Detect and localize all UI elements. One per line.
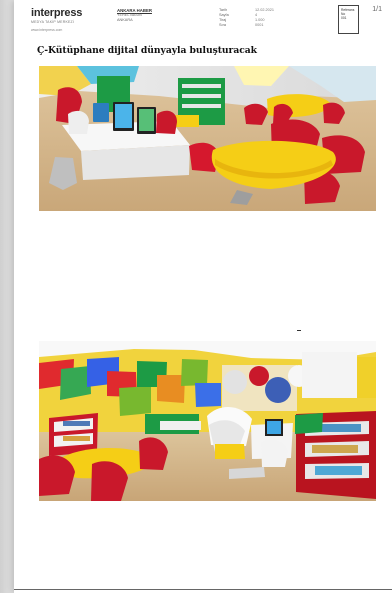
library-photo-bottom	[39, 341, 376, 501]
brand-block	[31, 7, 103, 37]
library-photo-bottom-illustration	[39, 341, 376, 501]
detail-label: Sayfa	[219, 13, 229, 17]
library-photo-top	[39, 66, 376, 211]
clipping-details	[219, 8, 325, 34]
clipping-page	[14, 0, 392, 593]
publication-line-1: YEREL BASIN	[117, 13, 142, 17]
detail-value: 1.000	[255, 18, 265, 22]
clipping-header	[14, 0, 392, 43]
detail-value: 4	[255, 13, 258, 17]
detail-label: Tarih	[219, 8, 228, 12]
stamp-line: Referans	[341, 8, 355, 12]
brand-logo: interpress	[31, 7, 83, 19]
reference-stamp	[338, 5, 359, 34]
detail-value: 12.02.2021	[255, 8, 275, 12]
brand-tagline: MEDYA TAKİP MERKEZİ	[31, 20, 75, 24]
publication-line-2: ANKARA	[117, 18, 133, 22]
brand-website: www.interpress.com	[31, 28, 63, 32]
detail-value: 0001	[255, 23, 264, 27]
detail-label: Sıra	[219, 23, 226, 27]
publication-meta	[117, 8, 199, 34]
detail-row	[219, 23, 325, 28]
page-bottom-rule	[14, 589, 392, 590]
detail-label: Tiraj	[219, 18, 227, 22]
library-photo-top-illustration	[39, 66, 376, 211]
article-headline: Ç-Kütüphane dijital dünyayla buluşturacak	[37, 45, 257, 56]
publication-title: ANKARA HABER	[117, 8, 152, 13]
page-mark: 1/1	[372, 6, 382, 13]
stamp-line: No	[341, 12, 346, 16]
stamp-line: 001	[341, 16, 347, 20]
stray-print-mark	[297, 330, 301, 331]
